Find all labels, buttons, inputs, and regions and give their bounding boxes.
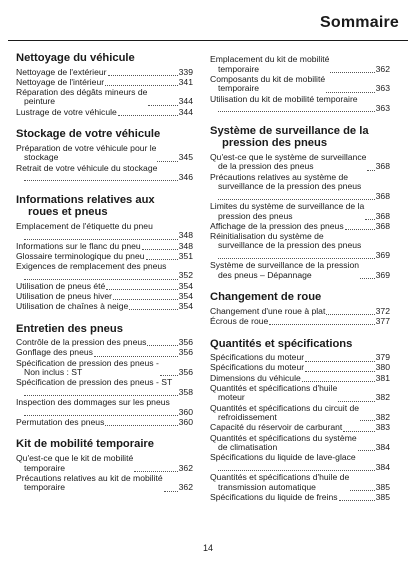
entry-title-cont: refroidissement (218, 412, 277, 423)
entry-title-cont: des pneus – Dépannage (218, 269, 312, 280)
toc-entry[interactable] (210, 434, 390, 453)
entry-page: 351 (178, 250, 193, 261)
toc-section-roues-pneus (16, 194, 193, 312)
entry-title-cont: pression des pneus (218, 210, 293, 221)
entry-page: 381 (375, 372, 390, 383)
entry-title-cont: surveillance de la pression des pneus (218, 181, 362, 192)
entry-title: Utilisation de chaînes à neige (16, 301, 129, 312)
entry-title: Contrôle de la pression des pneus (16, 337, 147, 348)
entry-page: 382 (375, 392, 390, 403)
leader-dots (157, 161, 177, 162)
leader-dots (343, 431, 374, 432)
entry-page: 369 (375, 269, 390, 280)
entry-page: 385 (375, 481, 390, 492)
entry-title: Précautions relatives au kit de mobilité (16, 472, 163, 483)
toc-entry[interactable] (16, 474, 193, 493)
entry-title: Réparation des dégâts mineurs de (16, 86, 148, 97)
entry-title: Spécifications du moteur (210, 352, 305, 363)
entry-page: 368 (375, 190, 390, 201)
entry-title: Spécifications du liquide de freins (210, 491, 338, 502)
toc-section-stockage (16, 128, 193, 182)
entry-title: Dimensions du véhicule (210, 372, 301, 383)
entry-title: Informations sur le flanc du pneu (16, 240, 141, 251)
entry-title-cont: stockage (24, 152, 59, 163)
leader-dots (345, 229, 375, 230)
entry-page: 354 (178, 301, 193, 312)
toc-entry[interactable] (16, 222, 193, 241)
toc-entry[interactable] (210, 404, 390, 423)
toc-entry[interactable] (16, 292, 193, 302)
toc-entry[interactable] (210, 317, 390, 327)
section-heading: Stockage de votre véhicule (16, 128, 161, 141)
entry-page: 360 (178, 406, 193, 417)
entry-page: 368 (375, 161, 390, 172)
leader-dots (218, 470, 375, 471)
toc-entry[interactable] (210, 473, 390, 492)
toc-section-kit-mobilite (16, 438, 193, 492)
entry-title-cont: peinture (24, 96, 56, 107)
entry-page: 339 (178, 66, 193, 77)
entry-title: Utilisation de pneus hiver (16, 290, 113, 301)
section-heading: Quantités et spécifications (210, 337, 353, 350)
leader-dots (113, 299, 178, 300)
toc-entry[interactable] (16, 282, 193, 292)
leader-dots (118, 115, 178, 116)
entry-title: Spécifications du liquide de lave-glace (210, 452, 356, 463)
entry-page: 377 (375, 316, 390, 327)
leader-dots (148, 105, 177, 106)
toc-entry[interactable] (210, 307, 390, 317)
toc-entry[interactable] (16, 144, 193, 163)
entry-title: Spécifications du moteur (210, 362, 305, 373)
entry-title: Emplacement du kit de mobilité (210, 54, 330, 64)
entry-title-cont: surveillance de la pression des pneus (218, 240, 362, 251)
toc-entry[interactable] (16, 454, 193, 473)
leader-dots (365, 219, 374, 220)
section-heading (210, 125, 390, 150)
entry-title: Utilisation du kit de mobilité temporaire (210, 93, 358, 104)
leader-dots (326, 92, 375, 93)
leader-dots (24, 395, 178, 396)
entry-title: Écrous de roue (210, 316, 269, 327)
entry-page: 344 (178, 106, 193, 117)
entry-page: 346 (178, 172, 193, 183)
toc-entry[interactable] (16, 78, 193, 88)
leader-dots (360, 278, 375, 279)
entry-page: 385 (375, 491, 390, 502)
leader-dots (350, 490, 374, 491)
toc-entry[interactable] (16, 418, 193, 428)
entry-title: Réinitialisation du système de (210, 230, 324, 241)
entry-title: Spécification de pression des pneus - (16, 357, 159, 368)
toc-entry[interactable] (16, 242, 193, 252)
entry-title: Quantités et spécifications d'huile de (210, 472, 350, 483)
section-heading-line1: Informations relatives aux (16, 193, 155, 206)
toc-entry[interactable] (210, 261, 390, 280)
entry-title: Gonflage des pneus (16, 347, 93, 358)
entry-page: 362 (178, 462, 193, 473)
entry-title: Glossaire terminologique du pneu (16, 250, 145, 261)
entry-title: Limites du système de surveillance de la (210, 200, 365, 211)
leader-dots (218, 111, 375, 112)
toc-entry[interactable] (210, 423, 390, 433)
leader-dots (218, 199, 375, 200)
leader-dots (129, 309, 177, 310)
toc-section-entretien-pneus (16, 323, 193, 428)
entry-page: 356 (178, 347, 193, 358)
entry-title: Spécification de pression des pneus - ST (16, 377, 173, 388)
entry-title-cont: temporaire (24, 462, 66, 473)
entry-page: 341 (178, 76, 193, 87)
entry-title: Quantités et spécifications du circuit de (210, 402, 360, 413)
toc-entry[interactable] (210, 374, 390, 384)
section-heading-line2: pression des pneus (222, 137, 328, 150)
toc-entry[interactable] (16, 108, 193, 118)
entry-page: 363 (375, 103, 390, 114)
entry-page: 348 (178, 230, 193, 241)
leader-dots (146, 259, 178, 260)
leader-dots (108, 75, 178, 76)
entry-title: Qu'est-ce que le système de surveillance (210, 151, 367, 162)
entry-title-cont: transmission automatique (218, 481, 316, 492)
toc-section-tpms (210, 125, 390, 281)
section-heading: Nettoyage du véhicule (16, 52, 135, 64)
toc-left-column (16, 52, 193, 504)
leader-dots (339, 500, 375, 501)
entry-page: 384 (375, 442, 390, 453)
leader-dots (24, 239, 178, 240)
leader-dots (305, 361, 375, 362)
leader-dots (360, 420, 375, 421)
entry-title: Préparation de votre véhicule pour le (16, 142, 157, 153)
entry-page: 362 (178, 482, 193, 493)
toc-entry[interactable] (16, 359, 193, 378)
toc-entry[interactable] (16, 68, 193, 78)
toc-section-kit-mobilite-cont (210, 55, 390, 114)
leader-dots (269, 324, 374, 325)
leader-dots (24, 415, 178, 416)
entry-page: 354 (178, 280, 193, 291)
toc-entry[interactable] (210, 95, 390, 114)
entry-title-cont: moteur (218, 392, 245, 403)
entry-title: Capacité du réservoir de carburant (210, 422, 343, 433)
entry-page: 363 (375, 83, 390, 94)
entry-page: 348 (178, 240, 193, 251)
leader-dots (105, 85, 178, 86)
entry-page: 383 (375, 422, 390, 433)
title-divider (8, 40, 408, 41)
leader-dots (302, 381, 375, 382)
section-heading: Kit de mobilité temporaire (16, 438, 155, 451)
page-number: 14 (202, 543, 213, 553)
leader-dots (160, 375, 178, 376)
entry-title: Utilisation de pneus été (16, 280, 106, 291)
entry-page: 344 (178, 96, 193, 107)
toc-entry[interactable] (210, 493, 390, 503)
entry-title-cont: Non inclus : ST (24, 367, 83, 378)
section-heading: Changement de roue (210, 291, 322, 304)
entry-title-cont: temporaire (218, 83, 260, 94)
entry-page: 379 (375, 352, 390, 363)
entry-page: 352 (178, 270, 193, 281)
section-heading-line2: roues et pneus (28, 206, 108, 219)
leader-dots (305, 371, 375, 372)
entry-title-cont: de la pression des pneus (218, 161, 314, 172)
entry-title: Affichage de la pression des pneus (210, 220, 344, 231)
toc-entry[interactable] (210, 55, 390, 74)
toc-entry[interactable] (210, 75, 390, 94)
entry-title: Nettoyage de l'extérieur (16, 66, 107, 77)
toc-entry[interactable] (210, 153, 390, 172)
toc-entry[interactable] (210, 232, 390, 261)
entry-title: Qu'est-ce que le kit de mobilité (16, 452, 134, 463)
entry-title: Exigences de remplacement des pneus (16, 260, 167, 271)
entry-page: 354 (178, 290, 193, 301)
entry-page: 356 (178, 337, 193, 348)
leader-dots (358, 450, 375, 451)
entry-title: Retrait de votre véhicule du stockage (16, 162, 158, 173)
toc-entry[interactable] (210, 384, 390, 403)
entry-page: 380 (375, 362, 390, 373)
leader-dots (338, 401, 374, 402)
toc-entry[interactable] (16, 252, 193, 262)
leader-dots (367, 170, 374, 171)
entry-page: 345 (178, 152, 193, 163)
toc-entry[interactable] (210, 453, 390, 472)
entry-page: 358 (178, 386, 193, 397)
toc-section-nettoyage (16, 52, 193, 117)
entry-page: 368 (375, 220, 390, 231)
entry-title: Système de surveillance de la pression (210, 260, 360, 271)
entry-title: Nettoyage de l'intérieur (16, 76, 105, 87)
toc-entry[interactable] (16, 302, 193, 312)
leader-dots (330, 72, 374, 73)
leader-dots (105, 425, 177, 426)
leader-dots (94, 356, 178, 357)
toc-entry[interactable] (16, 88, 193, 107)
leader-dots (142, 249, 178, 250)
entry-title: Précautions relatives au système de (210, 171, 349, 182)
entry-title-cont: temporaire (24, 482, 66, 493)
toc-entry[interactable] (210, 202, 390, 221)
entry-page: 360 (178, 416, 193, 427)
entry-title-cont: de climatisation (218, 442, 278, 453)
toc-section-quantites-specs (210, 338, 390, 503)
toc-section-changement-roue (210, 291, 390, 326)
entry-title: Quantités et spécifications d'huile (210, 382, 338, 393)
entry-page: 356 (178, 367, 193, 378)
leader-dots (106, 289, 177, 290)
entry-title: Changement d'une roue à plat (210, 305, 326, 316)
entry-title-cont: temporaire (218, 63, 260, 74)
leader-dots (164, 491, 178, 492)
leader-dots (218, 258, 375, 259)
entry-title: Permutation des pneus (16, 416, 105, 427)
toc-right-column (210, 52, 390, 513)
entry-page: 372 (375, 305, 390, 316)
toc-entry[interactable] (210, 173, 390, 202)
toc-entry[interactable] (210, 353, 390, 363)
entry-title: Lustrage de votre véhicule (16, 106, 117, 117)
leader-dots (147, 345, 177, 346)
toc-entry[interactable] (16, 262, 193, 281)
entry-title: Inspection des dommages sur les pneus (16, 397, 170, 408)
toc-entry[interactable] (16, 378, 193, 397)
leader-dots (134, 471, 177, 472)
entry-page: 384 (375, 461, 390, 472)
entry-title: Quantités et spécifications du système (210, 432, 357, 443)
toc-entry[interactable] (16, 164, 193, 183)
entry-title: Emplacement de l'étiquette du pneu (16, 220, 153, 231)
entry-page: 368 (375, 210, 390, 221)
leader-dots (24, 180, 178, 181)
toc-entry[interactable] (16, 348, 193, 358)
section-heading: Entretien des pneus (16, 322, 123, 335)
section-heading-line1: Système de surveillance de la (210, 124, 369, 137)
leader-dots (326, 314, 374, 315)
leader-dots (24, 279, 178, 280)
toc-entry[interactable] (210, 363, 390, 373)
entry-page: 382 (375, 412, 390, 423)
toc-entry[interactable] (210, 222, 390, 232)
section-heading (16, 194, 193, 219)
entry-page: 362 (375, 63, 390, 74)
entry-page: 369 (375, 250, 390, 261)
page-title: Sommaire (320, 14, 399, 31)
toc-entry[interactable] (16, 398, 193, 417)
toc-entry[interactable] (16, 338, 193, 348)
entry-title: Composants du kit de mobilité (210, 73, 326, 84)
